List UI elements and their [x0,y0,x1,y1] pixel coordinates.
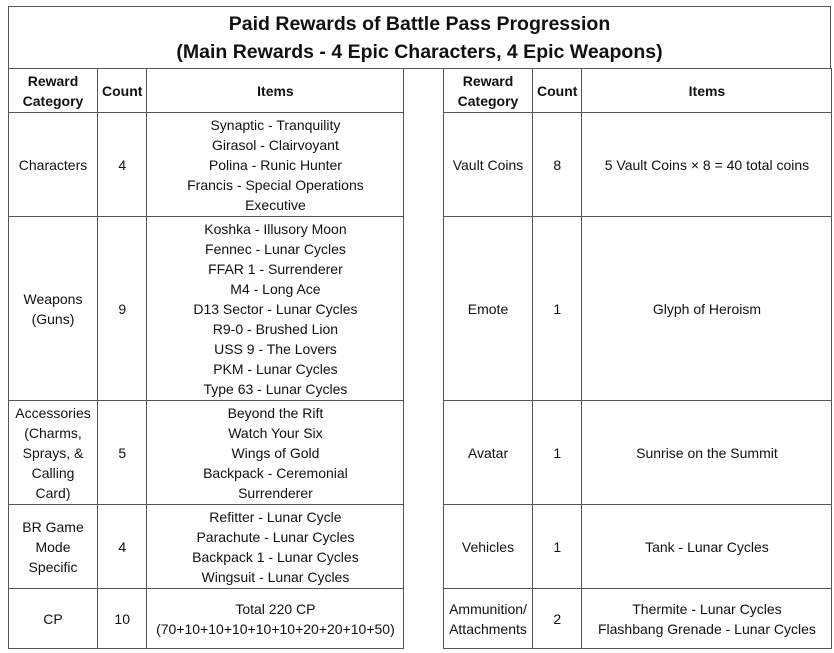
items-cell [147,401,404,505]
count-cell: 10 [98,589,147,649]
count-cell: 1 [533,401,582,505]
table-row [9,401,404,505]
category-header: Reward Category [444,69,533,113]
item-text: 5 Vault Coins × 8 = 40 total coins [604,156,810,173]
items-cell [582,113,832,217]
count-cell: 1 [533,217,582,401]
right-header-row [444,69,832,113]
item-text: Wingsuit - Lunar Cycles [201,568,350,585]
item-text: Fennec - Lunar Cycles [205,240,346,257]
item-text: Beyond the Rift [227,404,324,421]
table-row [9,217,404,401]
items-cell [582,217,832,401]
items-cell [582,401,832,505]
category-cell: Weapons (Guns) [9,217,98,401]
count-cell: 2 [533,589,582,649]
category-cell: Accessories (Charms, Sprays, & Calling Card) [9,401,98,505]
table-row [444,401,832,505]
table-row [444,505,832,589]
count-cell: 5 [98,401,147,505]
item-text: Backpack - Ceremonial [203,464,348,481]
category-cell: Vault Coins [444,113,533,217]
items-cell [582,589,832,649]
item-text: R9-0 - Brushed Lion [212,320,339,337]
items-cell [147,217,404,401]
title-line-2: (Main Rewards - 4 Epic Characters, 4 Epic Weapons) [176,40,663,63]
item-text: Executive [245,196,306,213]
category-cell: Characters [9,113,98,217]
category-cell: BR Game Mode Specific [9,505,98,589]
item-text: Parachute - Lunar Cycles [196,528,355,545]
table-title [8,6,831,69]
item-text: Girasol - Clairvoyant [212,136,339,153]
item-text: Tank - Lunar Cycles [645,538,769,555]
category-cell: CP [9,589,98,649]
items-header: Items [147,69,404,113]
item-text: Francis - Special Operations [187,176,364,193]
item-text: Glyph of Heroism [652,300,762,317]
item-text: Total 220 CP [235,600,316,617]
item-text: D13 Sector - Lunar Cycles [193,300,358,317]
count-cell: 8 [533,113,582,217]
category-cell: Vehicles [444,505,533,589]
items-cell [147,589,404,649]
item-text: Backpack 1 - Lunar Cycles [192,548,359,565]
table-row [9,113,404,217]
table-row [444,217,832,401]
item-text: Polina - Runic Hunter [208,156,342,173]
item-text: Thermite - Lunar Cycles [632,600,782,617]
count-header: Count [98,69,147,113]
left-header-row [9,69,404,113]
item-text: FFAR 1 - Surrenderer [208,260,343,277]
item-text: Koshka - Illusory Moon [204,220,347,237]
category-header: Reward Category [9,69,98,113]
item-text: (70+10+10+10+10+10+20+20+10+50) [156,620,395,637]
table-row [9,505,404,589]
count-cell: 1 [533,505,582,589]
item-text: Surrenderer [238,484,313,501]
items-cell [582,505,832,589]
item-text: M4 - Long Ace [230,280,321,297]
table-row [444,589,832,649]
item-text: Wings of Gold [231,444,320,461]
item-text: Refitter - Lunar Cycle [209,508,342,525]
items-header: Items [582,69,832,113]
table-row [9,589,404,649]
category-cell: Avatar [444,401,533,505]
count-cell: 4 [98,113,147,217]
count-cell: 4 [98,505,147,589]
count-cell: 9 [98,217,147,401]
item-text: Flashbang Grenade - Lunar Cycles [597,620,816,637]
table-row [444,113,832,217]
count-header: Count [533,69,582,113]
left-rewards-table [8,68,404,649]
item-text: Sunrise on the Summit [636,444,778,461]
title-line-1: Paid Rewards of Battle Pass Progression [228,12,611,35]
category-cell: Ammunition/ Attachments [444,589,533,649]
item-text: USS 9 - The Lovers [214,340,337,357]
item-text: Type 63 - Lunar Cycles [203,380,348,397]
category-cell: Emote [444,217,533,401]
items-cell [147,505,404,589]
right-rewards-table [443,68,832,649]
item-text: Watch Your Six [228,424,323,441]
item-text: PKM - Lunar Cycles [213,360,338,377]
items-cell [147,113,404,217]
item-text: Synaptic - Tranquility [210,116,341,133]
